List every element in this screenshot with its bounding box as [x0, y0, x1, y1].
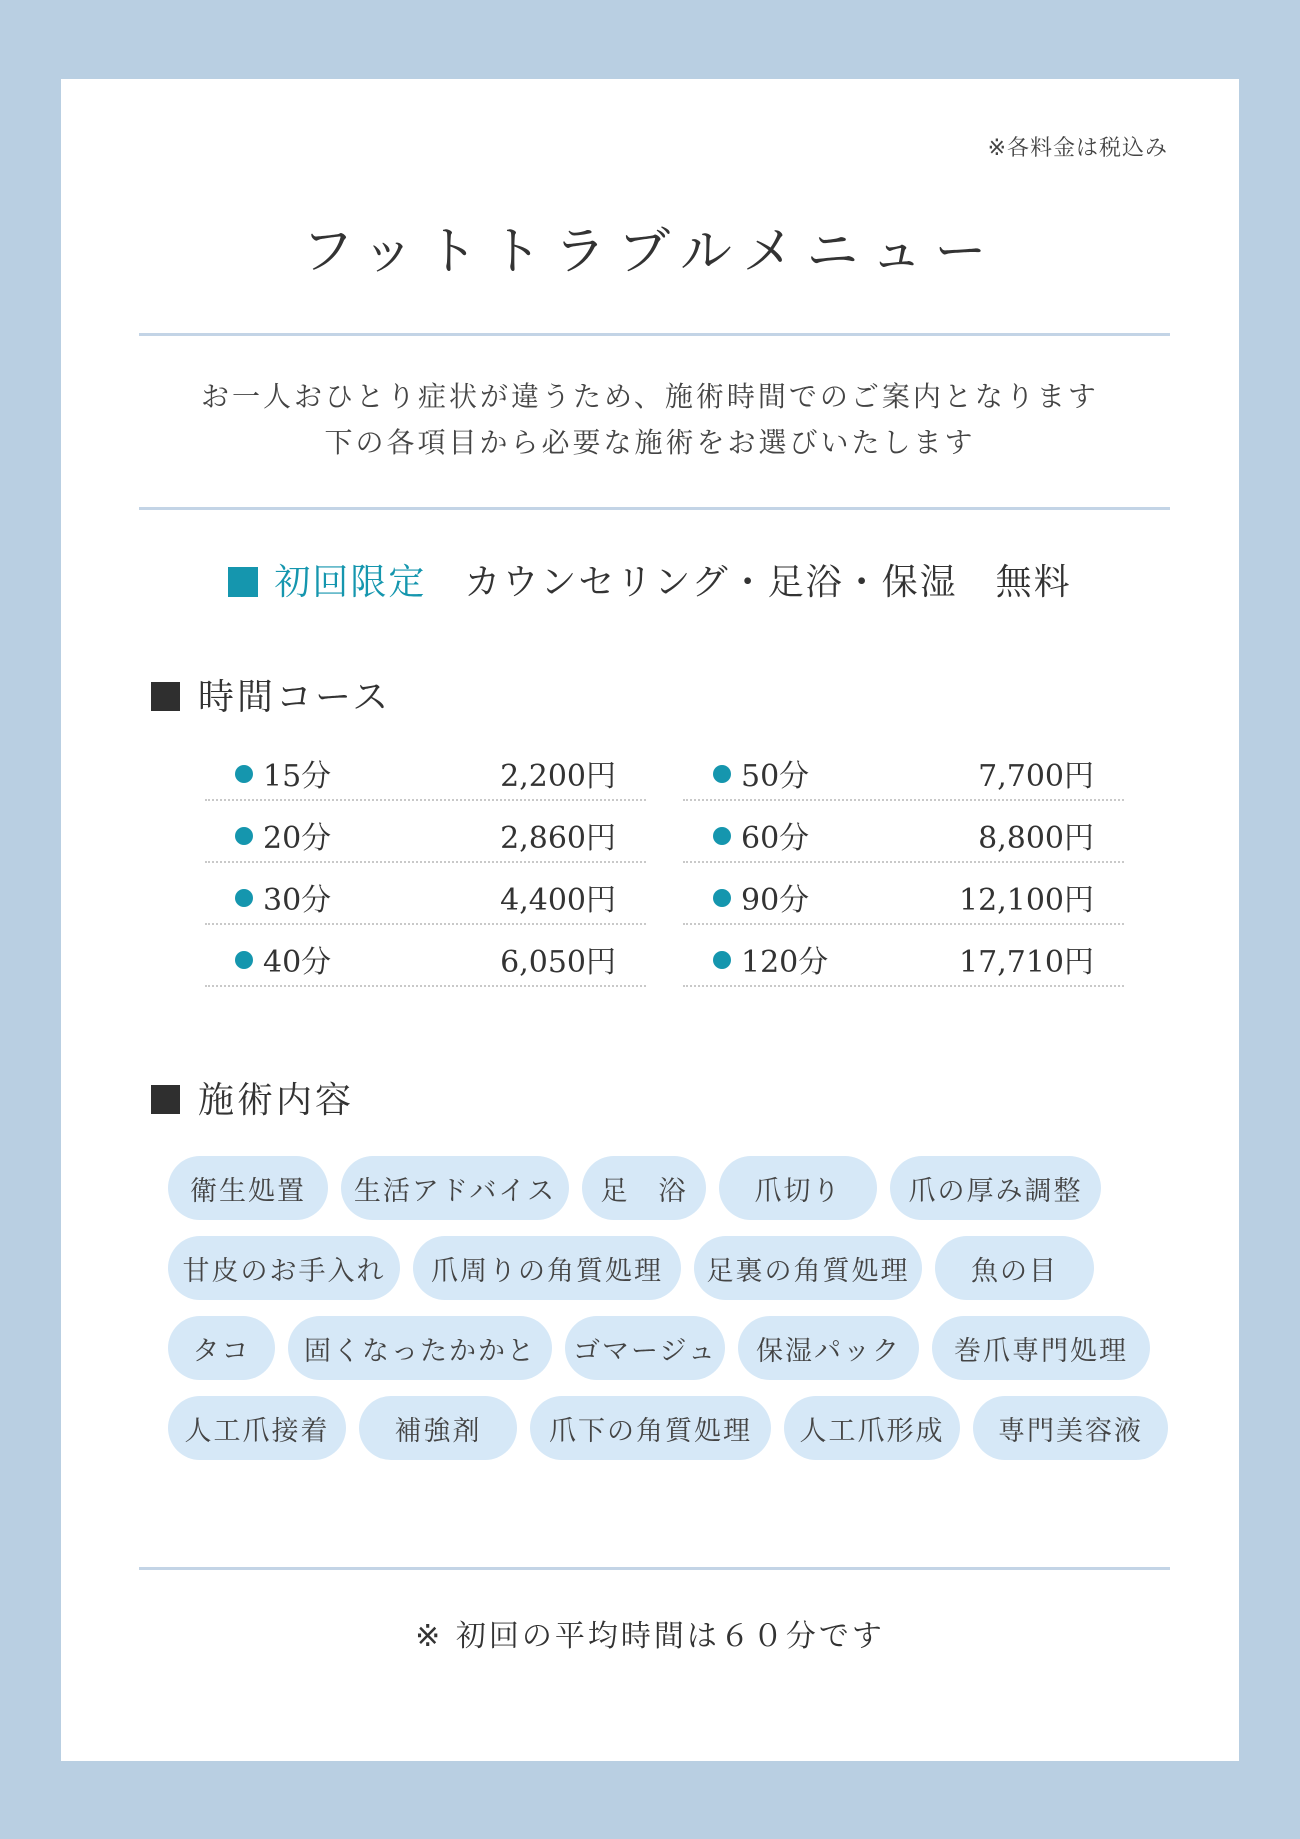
price-row [205, 739, 646, 801]
price-row [205, 801, 646, 863]
treatment-chip: 保湿パック [738, 1316, 919, 1380]
first-visit-promo [61, 554, 1239, 605]
dot-bullet-icon [235, 765, 253, 783]
dot-bullet-icon [713, 827, 731, 845]
treatment-chip: 固くなったかかと [288, 1316, 552, 1380]
price-row [683, 801, 1124, 863]
treatment-chip: 人工爪形成 [784, 1396, 960, 1460]
promo-text: カウンセリング・足浴・保湿 無料 [464, 562, 1072, 603]
price-row [205, 925, 646, 987]
square-bullet-icon [151, 682, 180, 711]
course-price: 12,100円 [959, 883, 1094, 918]
treatment-chip: 人工爪接着 [168, 1396, 346, 1460]
intro-text [61, 374, 1239, 466]
divider [139, 333, 1170, 336]
treatment-chip: 爪切り [719, 1156, 877, 1220]
price-list-left [205, 739, 646, 987]
menu-card [61, 79, 1239, 1761]
dot-bullet-icon [713, 951, 731, 969]
treatment-chip: 巻爪専門処理 [932, 1316, 1150, 1380]
treatment-chip: 爪下の角質処理 [530, 1396, 771, 1460]
treatment-chip: タコ [168, 1316, 275, 1380]
price-row [683, 863, 1124, 925]
treatment-chip-list [168, 1156, 1188, 1476]
treatment-chip: 専門美容液 [973, 1396, 1168, 1460]
treatments-heading [151, 1072, 354, 1123]
course-price: 4,400円 [500, 883, 616, 918]
square-bullet-icon [151, 1085, 180, 1114]
footer-note: ※ 初回の平均時間は６０分です [415, 1619, 885, 1654]
treatment-chip: 補強剤 [359, 1396, 517, 1460]
course-price: 17,710円 [959, 945, 1094, 980]
dot-bullet-icon [713, 765, 731, 783]
price-row [205, 863, 646, 925]
promo-label: 初回限定 [274, 562, 427, 603]
treatment-chip: 爪周りの角質処理 [413, 1236, 681, 1300]
treatment-chip: 足裏の角質処理 [694, 1236, 922, 1300]
time-course-heading [151, 669, 391, 720]
dot-bullet-icon [235, 827, 253, 845]
course-price: 8,800円 [978, 821, 1094, 856]
course-duration: 60分 [741, 821, 810, 856]
price-row [683, 925, 1124, 987]
course-duration: 40分 [263, 945, 332, 980]
course-duration: 90分 [741, 883, 810, 918]
chip-row [168, 1396, 1188, 1462]
treatment-chip: 衛生処置 [168, 1156, 328, 1220]
treatment-chip: ゴマージュ [565, 1316, 725, 1380]
dot-bullet-icon [713, 889, 731, 907]
treatment-chip: 甘皮のお手入れ [168, 1236, 400, 1300]
treatment-chip: 足 浴 [582, 1156, 706, 1220]
intro-line-1: お一人おひとり症状が違うため、施術時間でのご案内となります [201, 380, 1099, 413]
price-row [683, 739, 1124, 801]
intro-line-2: 下の各項目から必要な施術をお選びいたします [324, 426, 976, 459]
time-course-heading-label: 時間コース [198, 677, 392, 718]
square-bullet-icon [228, 567, 258, 597]
treatment-chip: 爪の厚み調整 [890, 1156, 1101, 1220]
divider [139, 507, 1170, 510]
course-price: 6,050円 [500, 945, 616, 980]
treatment-chip: 魚の目 [935, 1236, 1094, 1300]
course-price: 7,700円 [978, 759, 1094, 794]
chip-row [168, 1156, 1188, 1222]
tax-note: ※各料金は税込み [987, 136, 1168, 161]
course-duration: 30分 [263, 883, 332, 918]
course-duration: 120分 [741, 945, 829, 980]
treatments-heading-label: 施術内容 [198, 1080, 355, 1121]
price-list-right [683, 739, 1124, 987]
course-duration: 15分 [263, 759, 332, 794]
course-price: 2,860円 [500, 821, 616, 856]
chip-row [168, 1316, 1188, 1382]
page-title: フットトラブルメニュー [301, 222, 999, 282]
course-price: 2,200円 [500, 759, 616, 794]
dot-bullet-icon [235, 951, 253, 969]
treatment-chip: 生活アドバイス [341, 1156, 569, 1220]
divider [139, 1567, 1170, 1570]
dot-bullet-icon [235, 889, 253, 907]
course-duration: 20分 [263, 821, 332, 856]
chip-row [168, 1236, 1188, 1302]
course-duration: 50分 [741, 759, 810, 794]
